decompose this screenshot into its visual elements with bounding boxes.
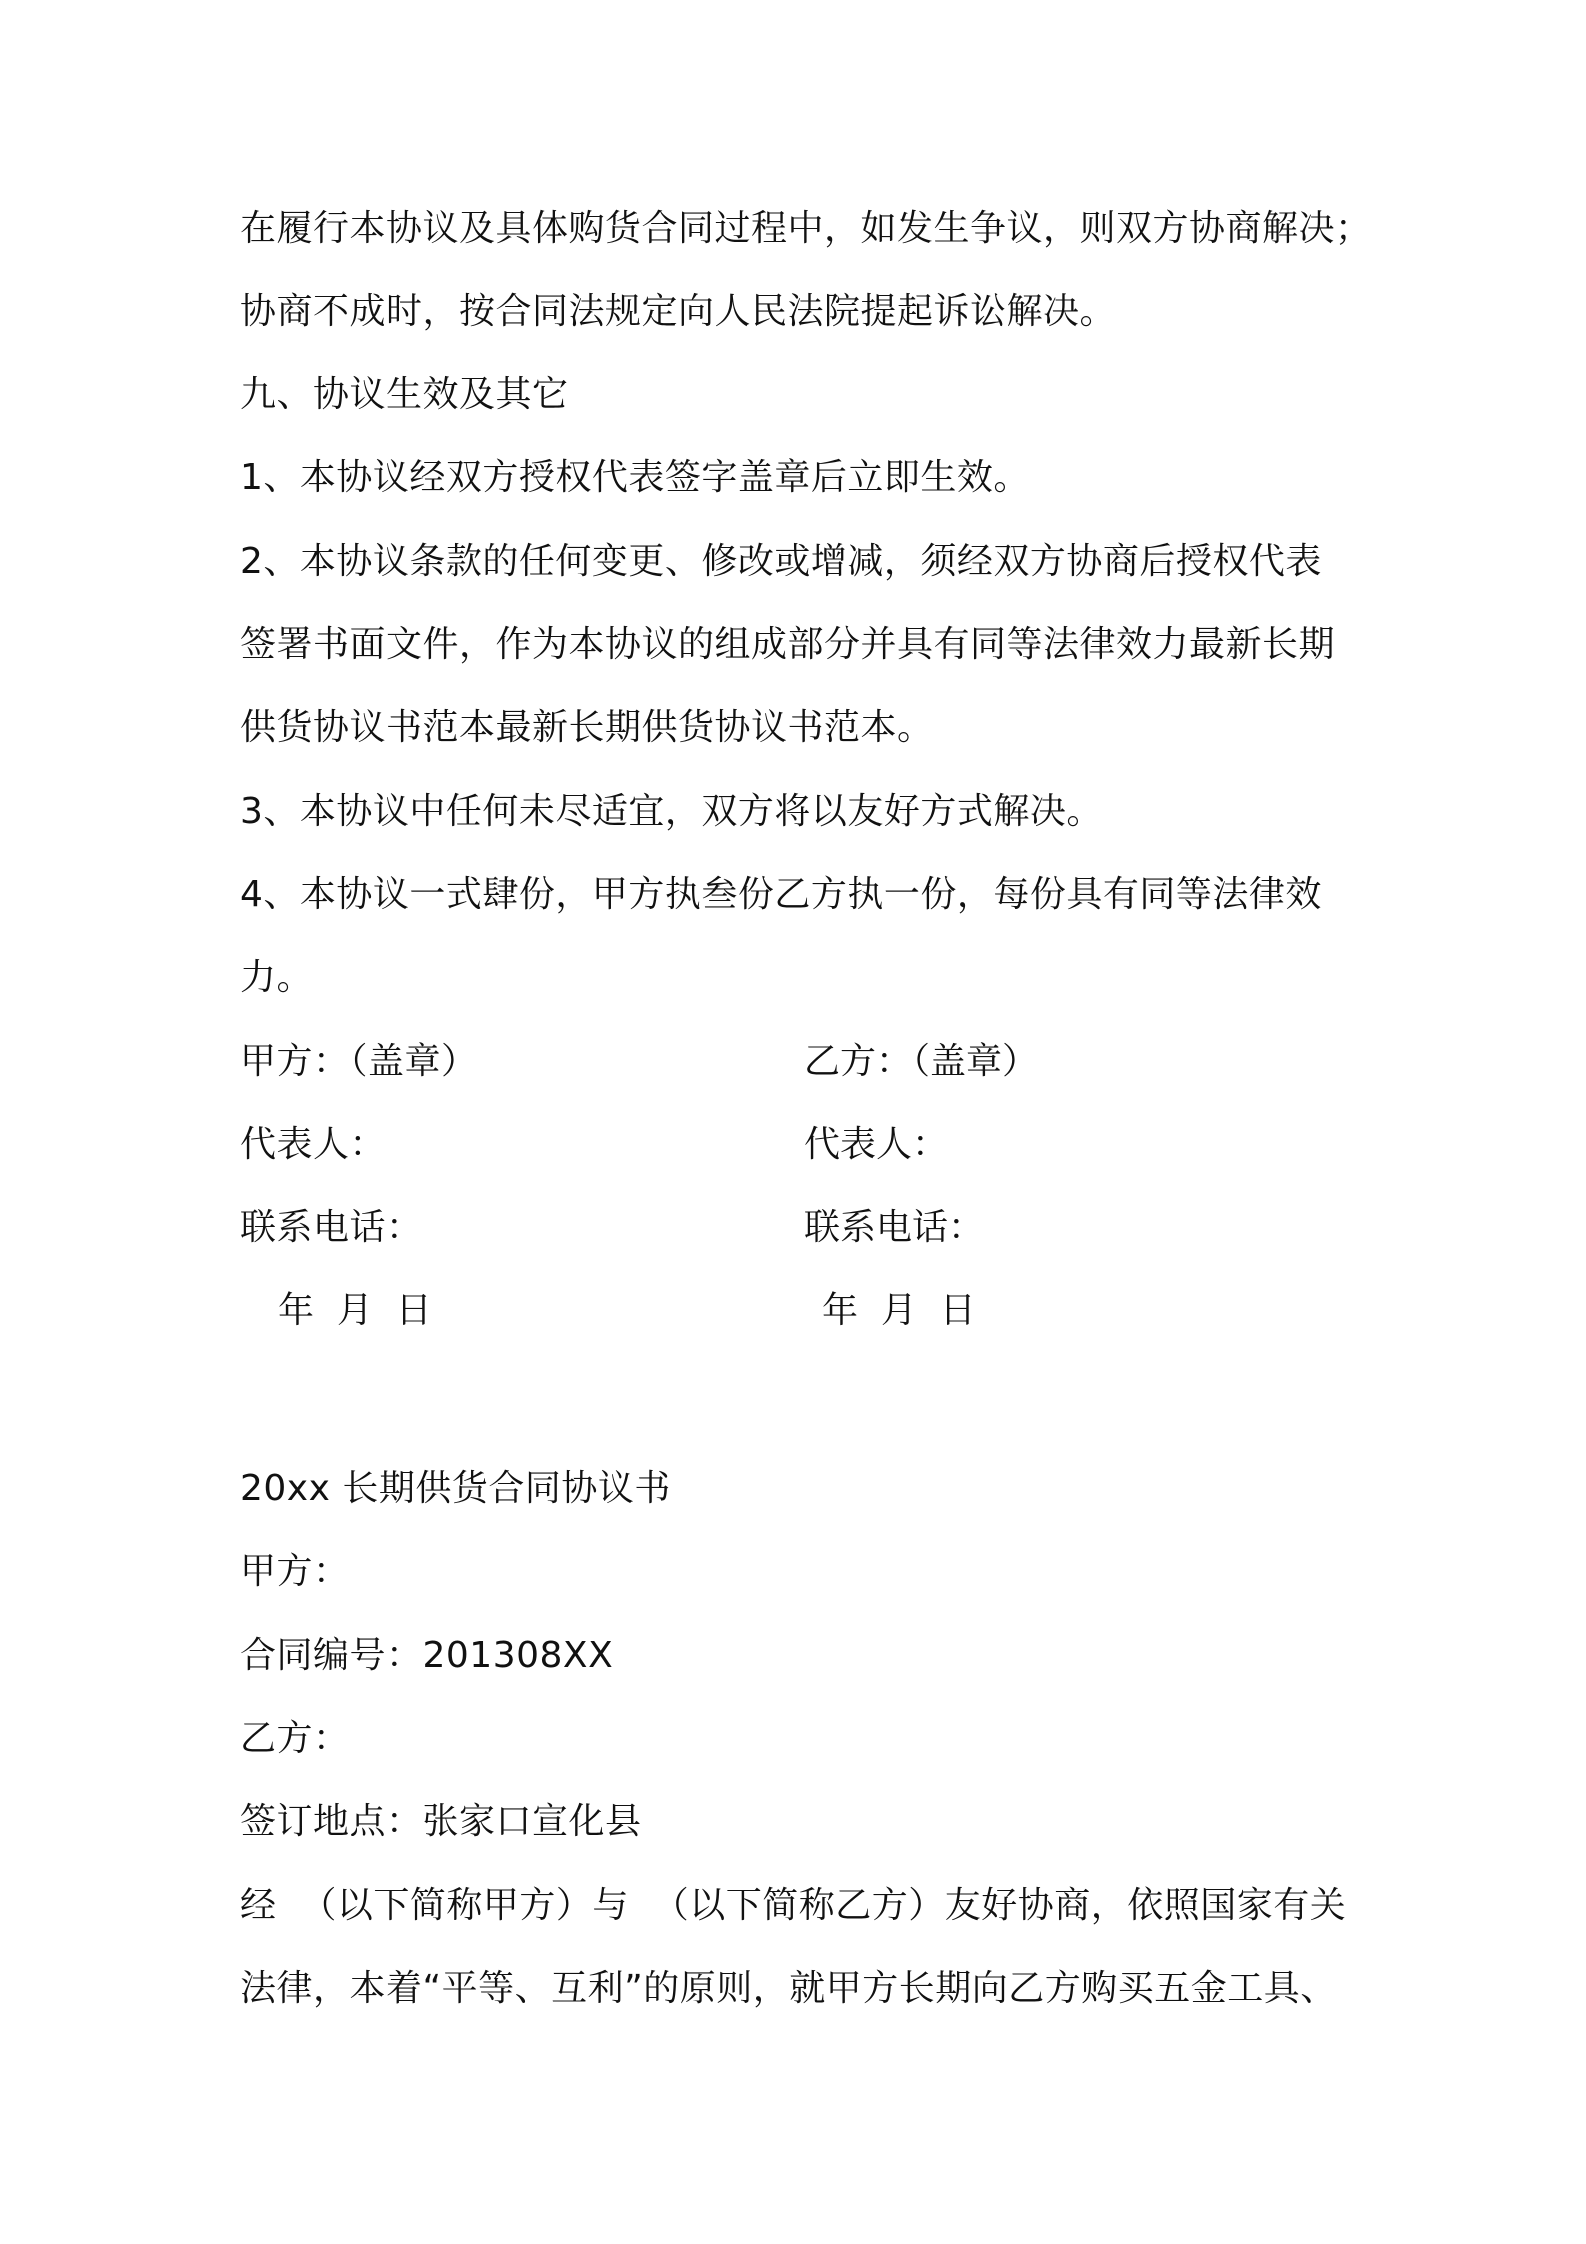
party-a-label: 甲方： <box>240 1551 350 1592</box>
section-heading-nine: 九、协议生效及其它 <box>240 374 569 415</box>
clause-item-3: 3、本协议中任何未尽适宜，双方将以友好方式解决。 <box>240 791 1103 832</box>
clause-item-1: 1、本协议经双方授权代表签字盖章后立即生效。 <box>240 457 1030 498</box>
party-b-seal: 乙方：（盖章） <box>804 1041 1039 1082</box>
party-b-date: 年 月 日 <box>822 1290 976 1331</box>
contract-title: 20xx 长期供货合同协议书 <box>240 1468 671 1509</box>
intro-line-2: 法律，本着“平等、互利”的原则，就甲方长期向乙方购买五金工具、 <box>240 1968 1337 2009</box>
party-b-phone: 联系电话： <box>804 1207 985 1248</box>
signing-place: 签订地点：张家口宣化县 <box>240 1801 642 1842</box>
party-a-phone: 联系电话： <box>240 1207 423 1248</box>
clause-item-4-line-1: 4、本协议一式肆份，甲方执叁份乙方执一份，每份具有同等法律效 <box>240 874 1322 915</box>
clause-item-4-line-2: 力。 <box>240 957 314 998</box>
party-b-representative: 代表人： <box>804 1124 949 1165</box>
party-b-label: 乙方： <box>240 1718 350 1759</box>
clause-item-2-line-2: 签署书面文件，作为本协议的组成部分并具有同等法律效力最新长期 <box>240 624 1336 665</box>
party-a-representative: 代表人： <box>240 1124 387 1165</box>
paragraph-dispute-line-1: 在履行本协议及具体购货合同过程中，如发生争议，则双方协商解决； <box>240 208 1372 249</box>
clause-item-2-line-3: 供货协议书范本最新长期供货协议书范本。 <box>240 707 934 748</box>
party-a-seal: 甲方：（盖章） <box>240 1041 478 1082</box>
paragraph-dispute-line-2: 协商不成时，按合同法规定向人民法院提起诉讼解决。 <box>240 291 1117 332</box>
contract-number: 合同编号：201308XX <box>240 1635 614 1676</box>
clause-item-2-line-1: 2、本协议条款的任何变更、修改或增减，须经双方协商后授权代表 <box>240 541 1322 582</box>
intro-line-1: 经 （以下简称甲方）与 （以下简称乙方）友好协商，依照国家有关 <box>240 1885 1347 1926</box>
party-a-date: 年 月 日 <box>278 1290 432 1331</box>
